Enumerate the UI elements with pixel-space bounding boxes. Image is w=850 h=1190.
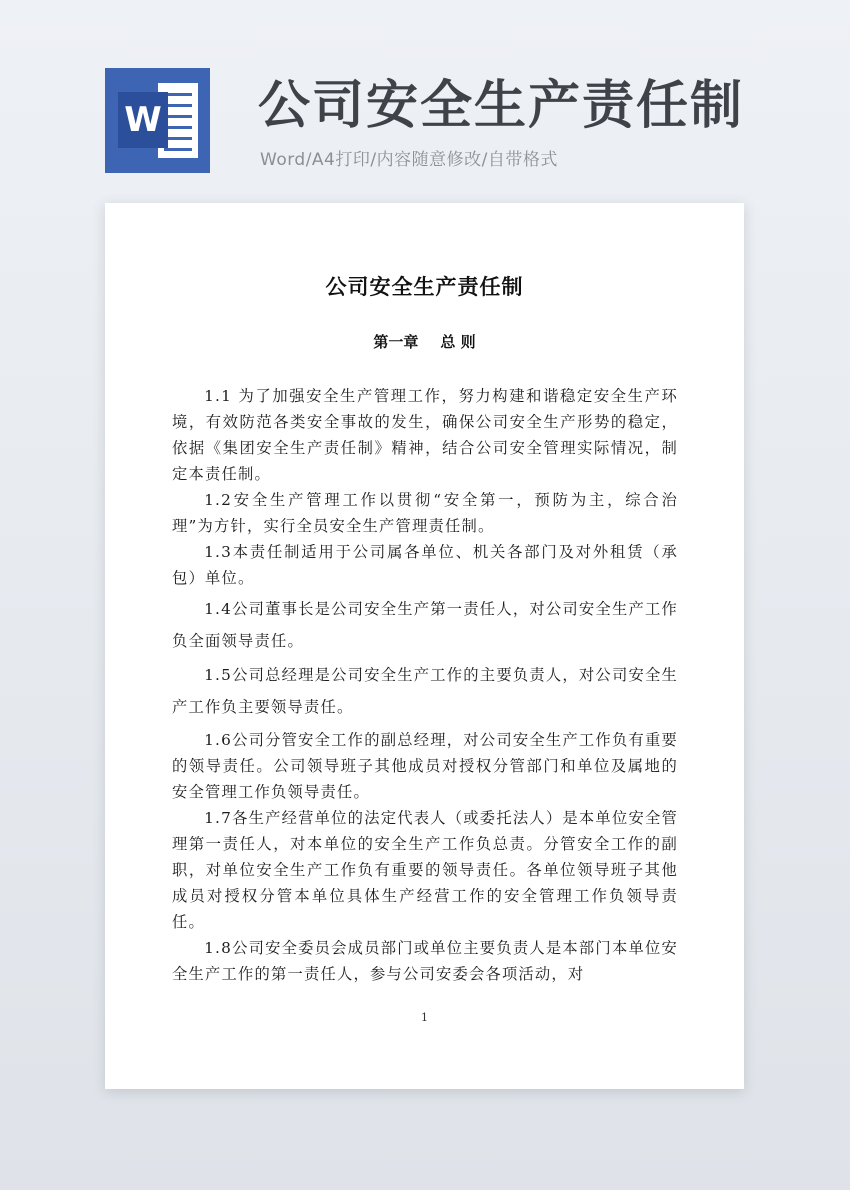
doc-line xyxy=(164,104,192,107)
paragraph-1-3: 1.3本责任制适用于公司属各单位、机关各部门及对外租赁（承包）单位。 xyxy=(172,543,678,587)
page-number: 1 xyxy=(421,1011,428,1024)
page-subtitle: Word/A4打印/内容随意修改/自带格式 xyxy=(260,150,558,170)
word-logo-letter: W xyxy=(118,92,168,148)
chapter-heading xyxy=(105,331,744,352)
doc-line xyxy=(164,148,192,151)
paragraph-1-4: 1.4公司董事长是公司安全生产第一责任人，对公司安全生产工作负全面领导责任。 xyxy=(172,600,678,650)
page-title: 公司安全生产责任制 xyxy=(258,76,745,136)
document-page xyxy=(105,203,744,1089)
doc-line xyxy=(164,115,192,118)
chapter-name: 总 则 xyxy=(440,333,476,351)
paragraph-1-5: 1.5公司总经理是公司安全生产工作的主要负责人，对公司安全生产工作负主要领导责任。 xyxy=(172,666,678,716)
paragraph-1-8: 1.8公司安全委员会成员部门或单位主要负责人是本部门本单位安全生产工作的第一责任人，参与公司安委会各项活动，对 xyxy=(172,939,678,983)
doc-line xyxy=(164,93,192,96)
document-title: 公司安全生产责任制 xyxy=(325,275,524,299)
document-body xyxy=(172,383,678,987)
paragraph-1-1: 1.1 为了加强安全生产管理工作，努力构建和谐稳定安全生产环境，有效防范各类安全事故的发生，确保公司安全生产形势的稳定，依据《集团安全生产责任制》精神，结合公司安全管理实际情况，制定本责任制。 xyxy=(172,387,678,483)
paragraph-1-7: 1.7各生产经营单位的法定代表人（或委托法人）是本单位安全管理第一责任人，对本单位的安全生产工作负总责。分管安全工作的副职，对单位安全生产工作负有重要的领导责任。各单位领导班子其他成员对授权分管本单位具体生产经营工作的安全管理工作负领导责任。 xyxy=(172,809,678,931)
chapter-label: 第一章 xyxy=(373,333,419,351)
word-document-icon xyxy=(105,68,210,173)
paragraph-1-2: 1.2安全生产管理工作以贯彻“安全第一，预防为主，综合治理”为方针，实行全员安全生产管理责任制。 xyxy=(172,491,678,535)
paragraph-1-6: 1.6公司分管安全工作的副总经理，对公司安全生产工作负有重要的领导责任。公司领导班子其他成员对授权分管部门和单位及属地的安全管理工作负领导责任。 xyxy=(172,731,678,801)
doc-line xyxy=(164,126,192,129)
doc-line xyxy=(164,137,192,140)
